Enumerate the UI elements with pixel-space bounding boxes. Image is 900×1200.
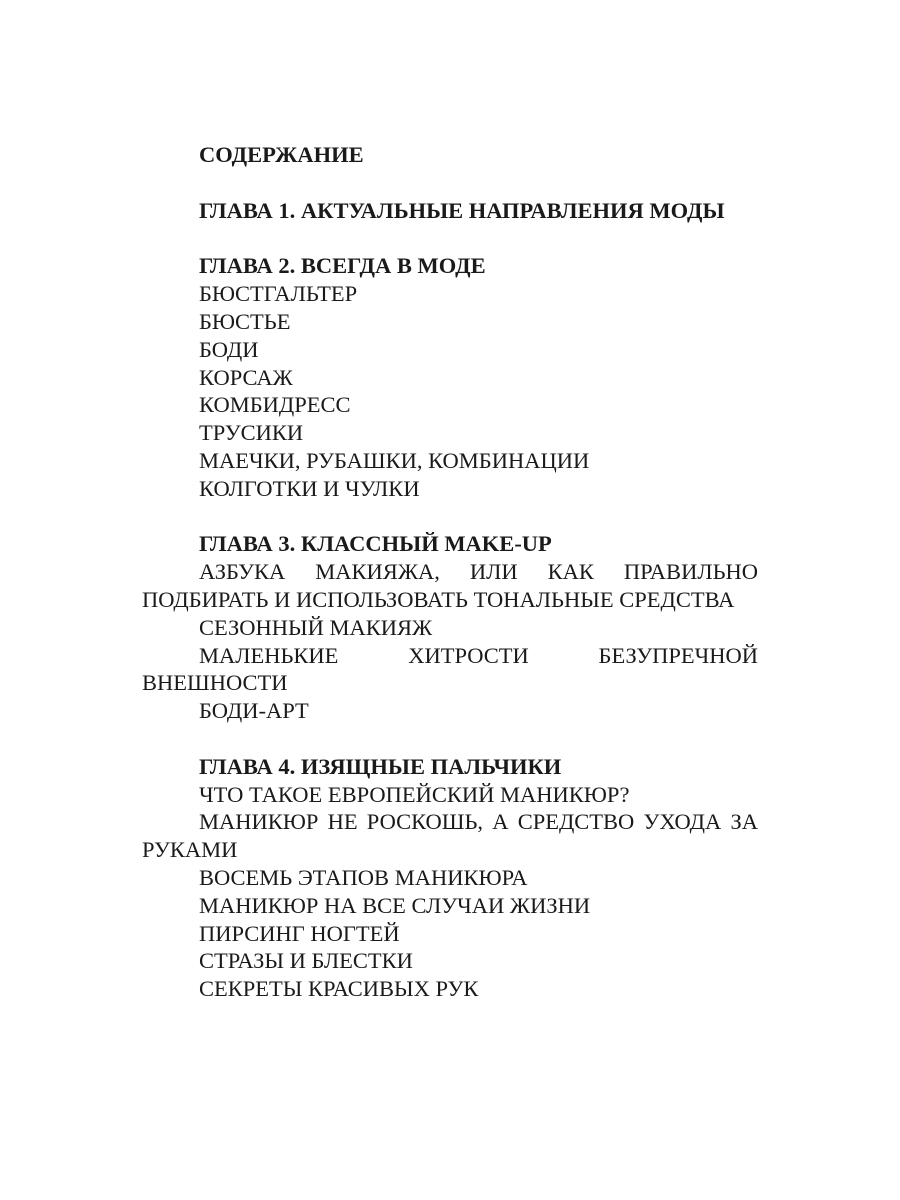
- chapter-title: ГЛАВА 3. КЛАССНЫЙ MAKE-UP: [199, 531, 552, 557]
- toc-entry: МАЛЕНЬКИЕ ХИТРОСТИ БЕЗУПРЕЧНОЙ ВНЕШНОСТИ: [142, 642, 758, 696]
- toc-entry: МАНИКЮР НА ВСЕ СЛУЧАИ ЖИЗНИ: [199, 892, 591, 918]
- toc-entry: КОРСАЖ: [199, 364, 293, 390]
- toc-entry: АЗБУКА МАКИЯЖА, ИЛИ КАК ПРАВИЛЬНО ПОДБИРАТЬ И ИСПОЛЬЗОВАТЬ ТОНАЛЬНЫЕ СРЕДСТВА: [142, 559, 758, 612]
- table-of-contents: [142, 141, 758, 1031]
- chapter-3: [142, 530, 758, 725]
- toc-entry: СТРАЗЫ И БЛЕСТКИ: [199, 948, 413, 974]
- chapter-1: [142, 197, 758, 225]
- toc-entry: ВОСЕМЬ ЭТАПОВ МАНИКЮРА: [199, 864, 528, 890]
- toc-entry: БЮСТЬЕ: [199, 308, 291, 334]
- toc-entry: БЮСТГАЛЬТЕР: [199, 281, 358, 307]
- toc-entry: ЧТО ТАКОЕ ЕВРОПЕЙСКИЙ МАНИКЮР?: [199, 781, 630, 807]
- toc-entry: КОЛГОТКИ И ЧУЛКИ: [199, 475, 420, 501]
- chapter-2: [142, 252, 758, 502]
- toc-entry: МАНИКЮР НЕ РОСКОШЬ, А СРЕДСТВО УХОДА ЗА РУКАМИ: [142, 809, 758, 863]
- toc-entry: БОДИ-АРТ: [199, 698, 309, 724]
- toc-entry: СЕКРЕТЫ КРАСИВЫХ РУК: [199, 976, 479, 1002]
- chapter-title: ГЛАВА 1. АКТУАЛЬНЫЕ НАПРАВЛЕНИЯ МОДЫ: [199, 197, 725, 223]
- chapter-title: ГЛАВА 2. ВСЕГДА В МОДЕ: [199, 253, 486, 279]
- toc-entry: ПИРСИНГ НОГТЕЙ: [199, 920, 400, 946]
- toc-entry: КОМБИДРЕСС: [199, 392, 351, 418]
- toc-entry: ТРУСИКИ: [199, 420, 304, 446]
- toc-title: СОДЕРЖАНИЕ: [199, 142, 364, 167]
- toc-entry: БОДИ: [199, 336, 259, 362]
- toc-entry: СЕЗОННЫЙ МАКИЯЖ: [199, 614, 433, 640]
- chapter-title: ГЛАВА 4. ИЗЯЩНЫЕ ПАЛЬЧИКИ: [199, 753, 562, 779]
- toc-entry: МАЕЧКИ, РУБАШКИ, КОМБИНАЦИИ: [199, 447, 590, 473]
- chapter-4: [142, 753, 758, 1003]
